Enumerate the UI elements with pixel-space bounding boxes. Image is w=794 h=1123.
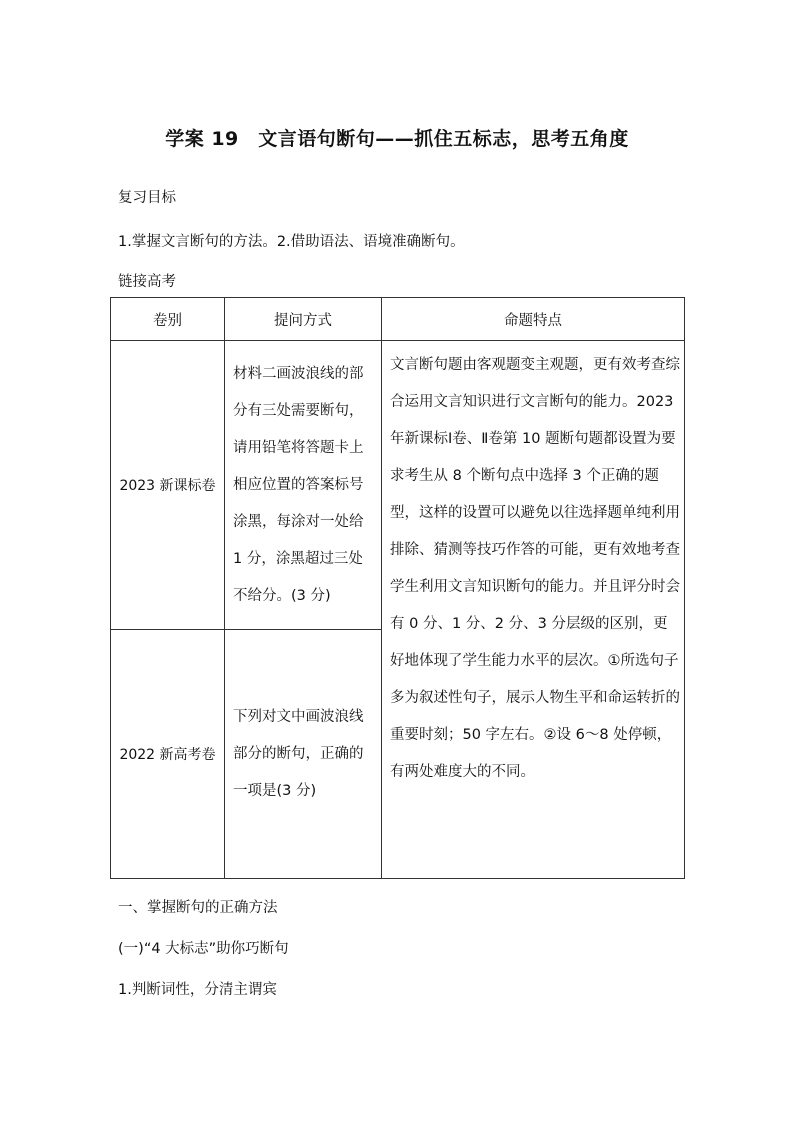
year-cell: 2022 新高考卷 bbox=[111, 630, 225, 879]
page-title: 学案 19 文言语句断句——抓住五标志，思考五角度 bbox=[165, 128, 629, 150]
subsection-heading: (一)“4 大标志”助你巧断句 bbox=[118, 941, 289, 957]
section-heading-review: 复习目标 bbox=[118, 190, 176, 206]
exam-table bbox=[110, 297, 685, 879]
section-heading-link: 链接高考 bbox=[118, 274, 176, 290]
table-header-row bbox=[111, 298, 685, 341]
question-cell: 下列对文中画波浪线部分的断句，正确的一项是(3 分) bbox=[225, 630, 382, 879]
question-cell: 材料二画波浪线的部分有三处需要断句，请用铅笔将答题卡上相应位置的答案标号涂黑，每涂对一处给 1 分，涂黑超过三处不给分。(3 分) bbox=[225, 341, 382, 630]
review-goals: 1.掌握文言断句的方法。2.借助语法、语境准确断句。 bbox=[118, 234, 465, 250]
feature-cell: 文言断句题由客观题变主观题，更有效考查综合运用文言知识进行文言断句的能力。2023 年新课标Ⅰ卷、Ⅱ卷第 10 题断句题都设置为要求考生从 8 个断句点中选择 3 个正确的题型，这样的设置可以避免以往选择题单纯利用排除、猜测等技巧作答的可能，更有效地考查学生利用文言知识断句的能力。并且评分时会有 0 分、1 分、2 分、3 分层级的区别，更好地体现了学生能力水平的层次。①所选句子多为叙述性句子，展示人物生平和命运转折的重要时刻；50 字左右。②设 6～8 处停顿，有两处难度大的不同。 bbox=[382, 341, 685, 879]
table-row bbox=[111, 341, 685, 630]
header-cell-question: 提问方式 bbox=[225, 298, 382, 341]
section-heading-one: 一、掌握断句的正确方法 bbox=[118, 900, 278, 916]
year-cell: 2023 新课标卷 bbox=[111, 341, 225, 630]
header-cell-feature: 命题特点 bbox=[382, 298, 685, 341]
list-item: 1.判断词性，分清主谓宾 bbox=[118, 982, 277, 998]
header-cell-paper: 卷别 bbox=[111, 298, 225, 341]
